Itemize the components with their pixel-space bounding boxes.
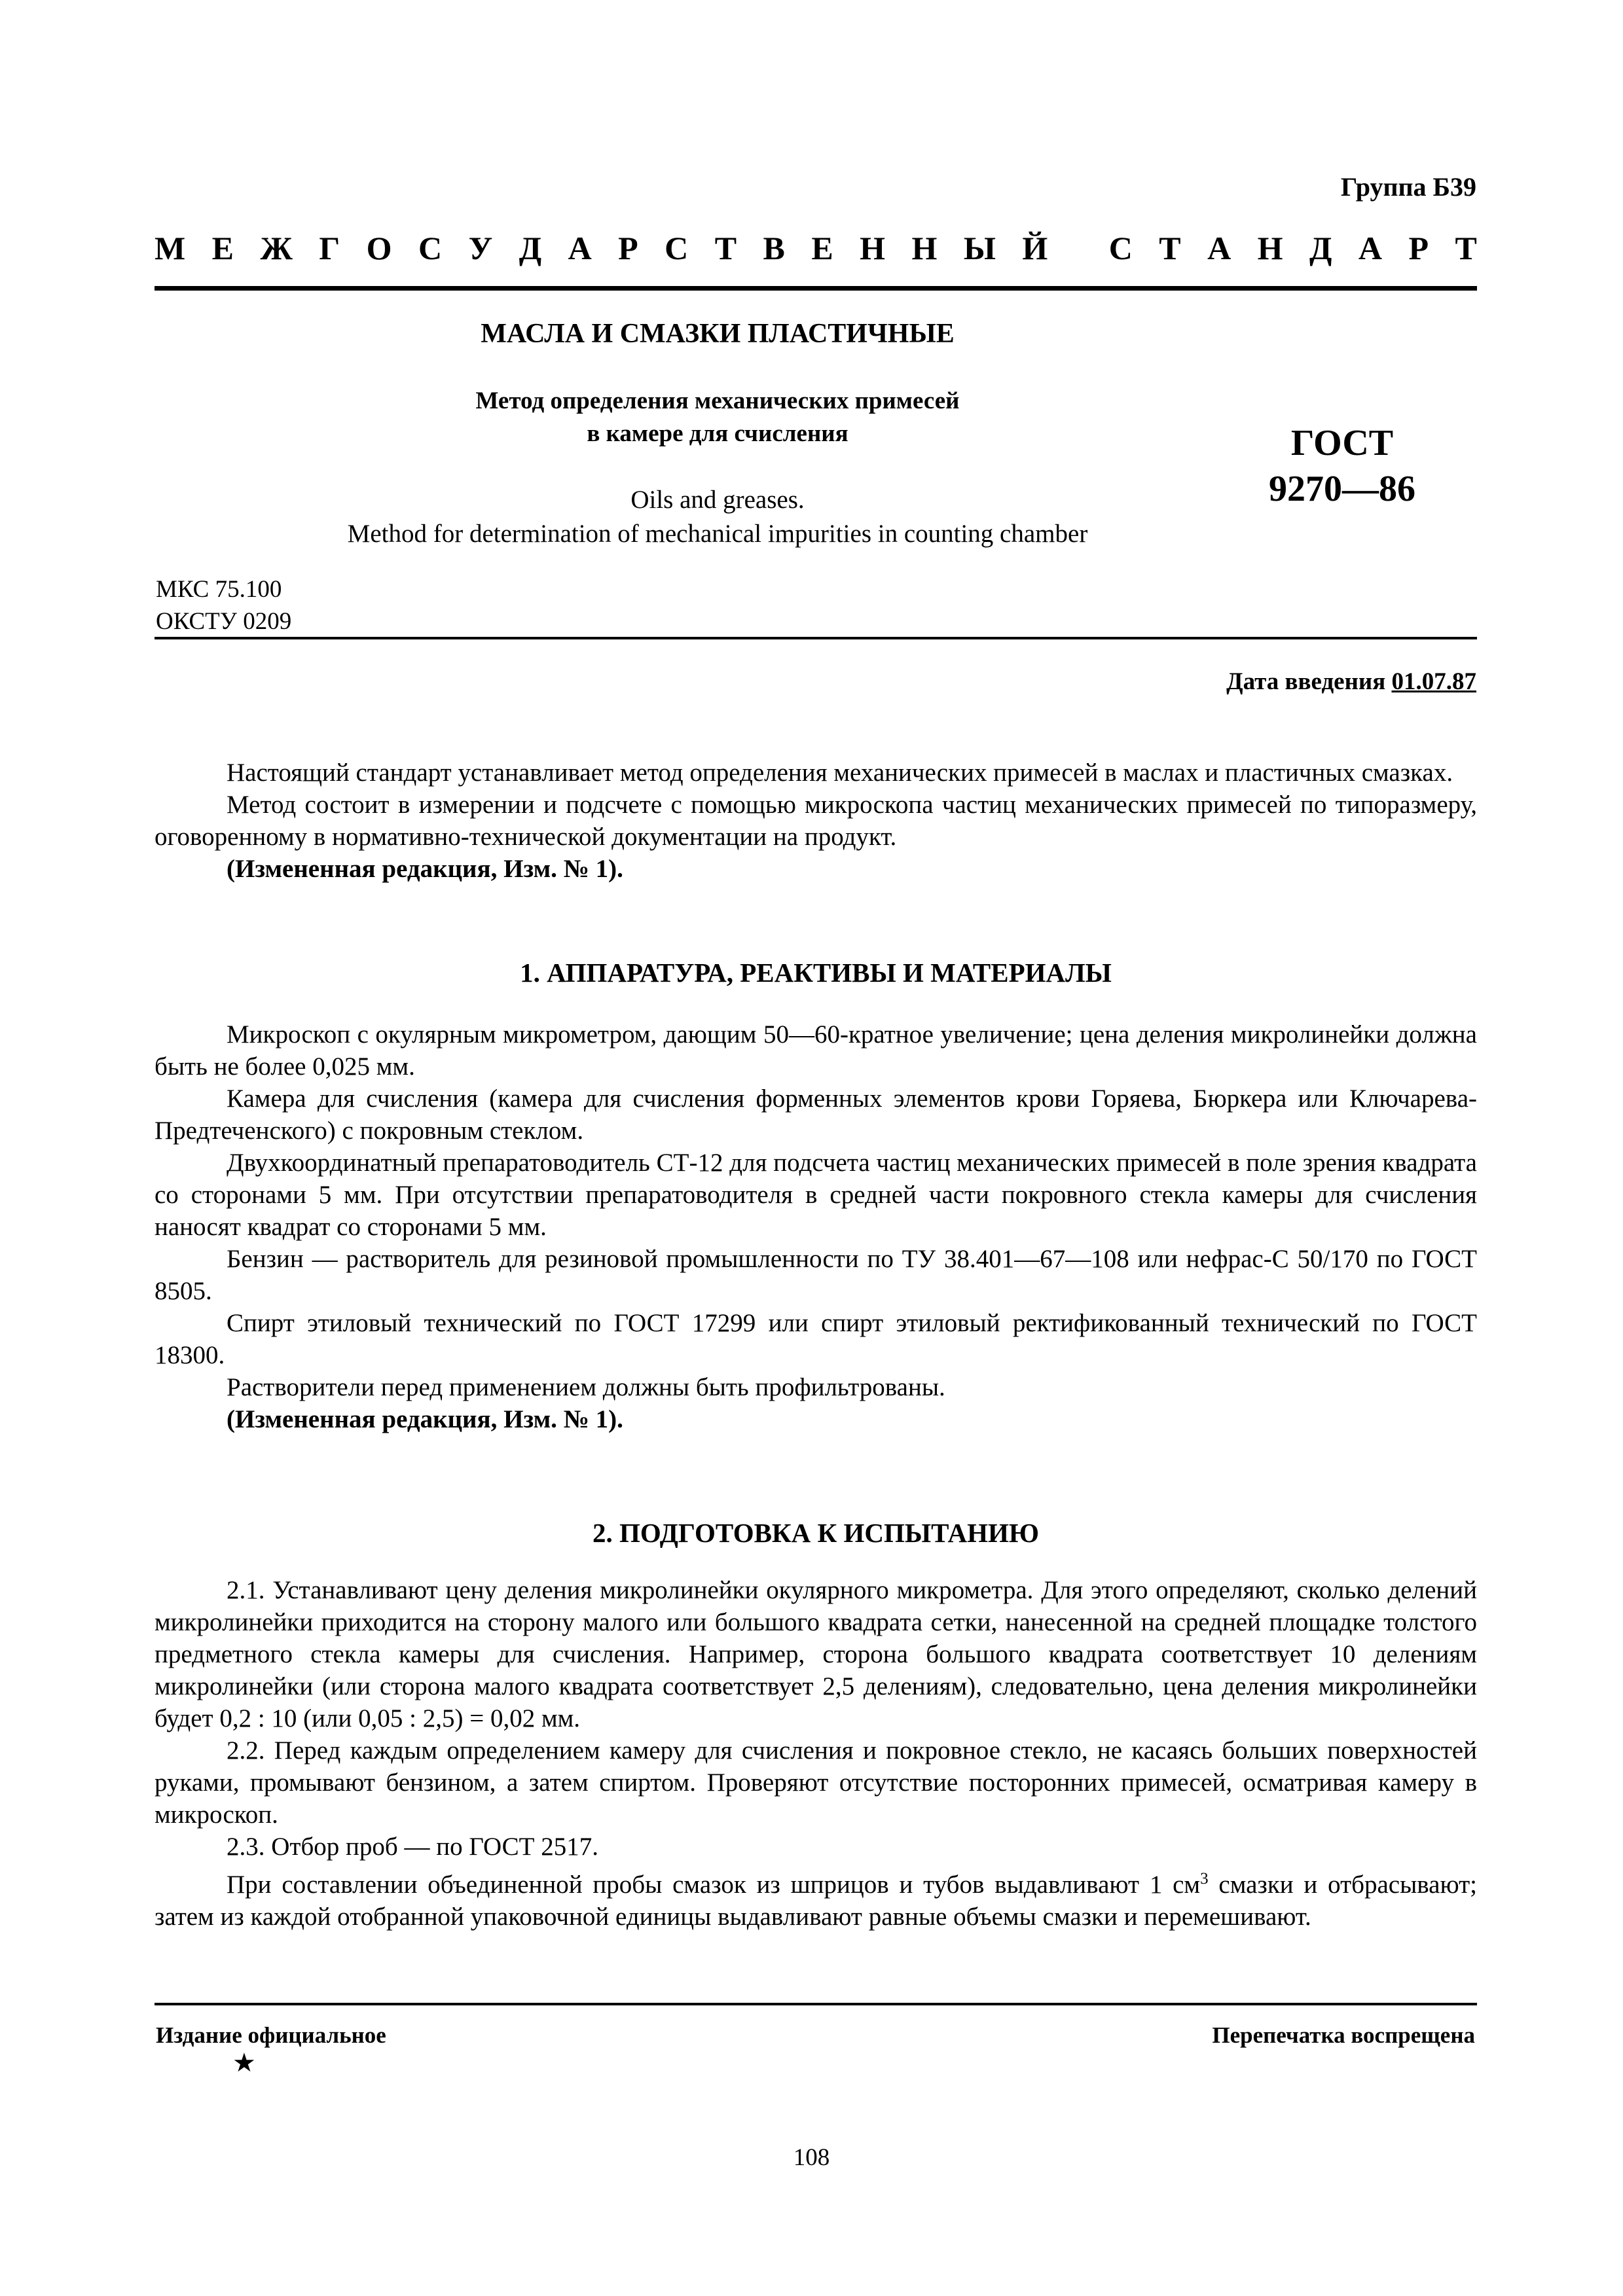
- banner-letter: А: [568, 230, 592, 266]
- reprint-prohibited-label: Перепечатка воспрещена: [1212, 2022, 1475, 2048]
- section-2-paragraph-4-start: При составлении объединенной пробы смазок из шприцов и тубов выдавливают 1 см: [227, 1871, 1201, 1899]
- document-title: МАСЛА И СМАЗКИ ПЛАСТИЧНЫЕ: [481, 319, 955, 349]
- section-1-paragraph-5: Спирт этиловый технический по ГОСТ 17299 или спирт этиловый ректификованный технический по ГОСТ 18300.: [155, 1309, 1477, 1369]
- banner-letter: Т: [714, 230, 737, 266]
- section-1-body: [155, 1018, 1477, 1435]
- banner-letter: А: [1207, 230, 1231, 266]
- section-1-paragraph-1: Микроскоп с окулярным микрометром, дающим 50—60-кратное увеличение; цена деления микролинейки должна быть не более 0,025 мм.: [155, 1020, 1477, 1081]
- section-1-paragraph-3: Двухкоординатный препаратоводитель СТ-12 для подсчета частиц механических примесей в поле зрения квадрата со сторонами 5 мм. При отсутствии препаратоводителя в средней части покровного стекла камеры для счисления наносят квадрат со сторонами 5 мм.: [155, 1149, 1477, 1241]
- page-number: 108: [793, 2144, 830, 2171]
- intro-amendment-note: (Измененная редакция, Изм. № 1).: [227, 855, 623, 883]
- banner-letter: Й: [1022, 230, 1048, 266]
- codes-divider: [155, 637, 1477, 639]
- footer-divider: [155, 2003, 1477, 2005]
- banner-letter: У: [468, 230, 493, 266]
- section-1-amendment-note: (Измененная редакция, Изм. № 1).: [227, 1405, 623, 1433]
- section-1-paragraph-2: Камера для счисления (камера для счисления форменных элементов крови Горяева, Бюркера или Ключарева-Предтеченского) с покровным стеклом.: [155, 1085, 1477, 1145]
- classification-codes: [156, 573, 291, 637]
- subtitle-line-1: Метод определения механических примесей: [475, 387, 960, 414]
- section-2-paragraph-4: [155, 1863, 1477, 1933]
- okstu-code: ОКСТУ 0209: [156, 608, 292, 635]
- date-label: Дата введения: [1226, 668, 1392, 695]
- intro-paragraph-1: Настоящий стандарт устанавливает метод определения механических примесей в маслах и пластичных смазках.: [227, 759, 1453, 787]
- cubic-superscript: 3: [1200, 1870, 1209, 1888]
- section-1-paragraph-6: Растворители перед применением должны быть профильтрованы.: [227, 1373, 945, 1401]
- english-title-line-1: Oils and greases.: [630, 486, 805, 514]
- banner-letter: Д: [519, 230, 542, 266]
- gost-number: 9270—86: [1269, 469, 1415, 509]
- section-2-paragraph-1: 2.1. Устанавливают цену деления микролинейки окулярного микрометра. Для этого определяют, сколько делений микролинейки приходится на сторону малого или большого квадрата сетки, нанесенной на средней площадке толстого предметного стекла камеры для счисления. Например, сторона большого квадрата соответствует 10 делениям микролинейки (или сторона малого квадрата соответствует 2,5 делениям), следовательно, цена деления микролинейки будет 0,2 : 10 (или 0,05 : 2,5) = 0,02 мм.: [155, 1576, 1477, 1732]
- document-subtitle: [155, 385, 1281, 450]
- section-2-heading: 2. ПОДГОТОВКА К ИСПЫТАНИЮ: [592, 1518, 1040, 1548]
- banner-letter: Т: [1159, 230, 1181, 266]
- intro-section: [155, 757, 1477, 885]
- gost-designation: [1231, 420, 1453, 512]
- date-value: 01.07.87: [1391, 668, 1476, 695]
- section-2-paragraph-4-end: смазки и отбрасывают; затем из каждой отобранной упаковочной единицы выдавливают равные объемы смазки и перемешивают.: [155, 1871, 1477, 1931]
- introduction-date: [1226, 668, 1476, 696]
- standard-banner: [155, 229, 1477, 267]
- section-1-paragraph-4: Бензин — растворитель для резиновой промышленности по ТУ 38.401—67—108 или нефрас-С 50/170 по ГОСТ 8505.: [155, 1245, 1477, 1305]
- banner-letter: М: [155, 230, 186, 266]
- english-title-line-2: Method for determination of mechanical impurities in counting chamber: [347, 520, 1088, 548]
- banner-letter: С: [665, 230, 689, 266]
- banner-letter: В: [763, 230, 785, 266]
- star-icon: ★: [232, 2048, 256, 2077]
- english-title: [155, 483, 1281, 551]
- banner-letter: Г: [319, 230, 340, 266]
- official-edition-label: Издание официальное: [156, 2022, 386, 2048]
- banner-letter: С: [418, 230, 443, 266]
- banner-letter: Р: [618, 230, 638, 266]
- gost-label: ГОСТ: [1290, 423, 1394, 463]
- section-1-heading: 1. АППАРАТУРА, РЕАКТИВЫ И МАТЕРИАЛЫ: [520, 958, 1112, 988]
- banner-letter: Н: [1257, 230, 1283, 266]
- banner-letter: Д: [1309, 230, 1332, 266]
- banner-letter: Н: [911, 230, 938, 266]
- mks-code: МКС 75.100: [156, 576, 282, 603]
- section-2-paragraph-2: 2.2. Перед каждым определением камеру для счисления и покровное стекло, не касаясь больших поверхностей руками, промывают бензином, а затем спиртом. Проверяют отсутствие посторонних примесей, осматривая камеру в микроскоп.: [155, 1736, 1477, 1829]
- banner-letter: С: [1108, 230, 1133, 266]
- banner-letter: Е: [811, 230, 833, 266]
- banner-space: [1074, 229, 1083, 267]
- banner-letter: О: [366, 230, 392, 266]
- banner-letter: Н: [860, 230, 886, 266]
- intro-paragraph-2: Метод состоит в измерении и подсчете с помощью микроскопа частиц механических примесей по типоразмеру, оговоренному в нормативно-технической документации на продукт.: [155, 791, 1477, 851]
- banner-letter: Ы: [963, 230, 996, 266]
- banner-letter: А: [1358, 230, 1382, 266]
- banner-letter: Т: [1455, 230, 1477, 266]
- banner-letter: Ж: [260, 230, 293, 266]
- banner-letter: Р: [1408, 230, 1429, 266]
- section-2-paragraph-3: 2.3. Отбор проб — по ГОСТ 2517.: [227, 1833, 598, 1861]
- header-divider: [155, 286, 1477, 291]
- section-2-body: [155, 1574, 1477, 1933]
- banner-letter: Е: [211, 230, 234, 266]
- subtitle-line-2: в камере для счисления: [587, 420, 848, 447]
- group-code: Группа Б39: [1340, 172, 1476, 202]
